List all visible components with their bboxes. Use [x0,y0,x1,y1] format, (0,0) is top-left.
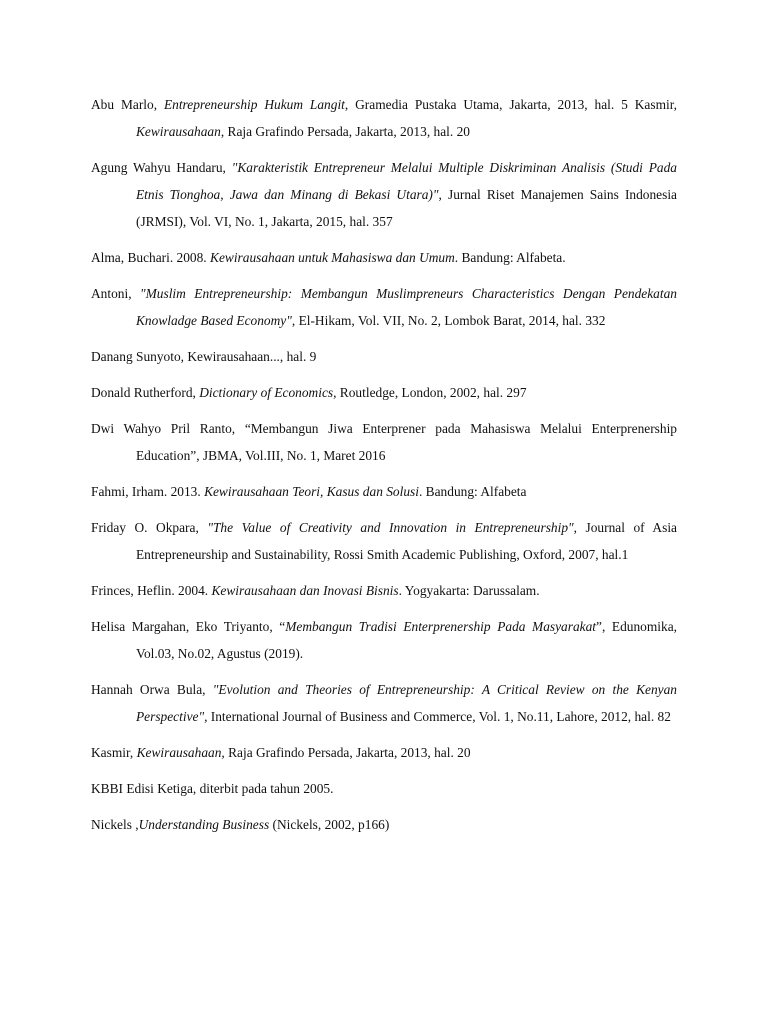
reference-list [91,91,677,847]
reference-title: Kewirausahaan Teori, Kasus dan Solusi [204,484,419,499]
reference-text: , El-Hikam, Vol. VII, No. 2, Lombok Barat, 2014, hal. 332 [291,313,606,328]
reference-entry [91,379,677,406]
reference-entry [91,415,677,469]
reference-text: (Nickels, 2002, p166) [269,817,390,832]
reference-title: Kewirausahaan [136,745,222,760]
reference-text: Frinces, Heflin. 2004. [91,583,212,598]
reference-title: Kewirausahaan [136,124,221,139]
reference-entry [91,280,677,334]
reference-text: , Gramedia Pustaka Utama, Jakarta, 2013, hal. 5 Kasmir, [344,97,677,112]
reference-text: Kasmir, [91,745,137,760]
reference-text: Donald Rutherford, [91,385,200,400]
reference-text: Nickels , [91,817,139,832]
reference-title: Kewirausahaan dan Inovasi Bisnis [211,583,399,598]
reference-text: , Raja Grafindo Persada, Jakarta, 2013, hal. 20 [221,745,471,760]
reference-text: Hannah Orwa Bula, [91,682,213,697]
reference-text: Dwi Wahyo Pril Ranto, “Membangun Jiwa Enterprener pada Mahasiswa Melalui Enterprenership Education”, JBMA, Vol.III, No. 1, Maret 2016 [91,421,677,463]
reference-title: "Evolution and Theories of Entrepreneurship: A Critical Review on the Kenyan Perspective" [136,682,677,724]
reference-text: , Raja Grafindo Persada, Jakarta, 2013, hal. 20 [220,124,470,139]
reference-text: Abu Marlo, [91,97,164,112]
reference-title: "Muslim Entrepreneurship: Membangun Muslimpreneurs Characteristics Dengan Pendekatan Knowladge Based Economy" [136,286,677,328]
reference-title: Kewirausahaan untuk Mahasiswa dan Umum [210,250,455,265]
reference-title: Understanding Business [138,817,270,832]
reference-text: Danang Sunyoto, Kewirausahaan..., hal. 9 [91,349,317,364]
reference-text: Agung Wahyu Handaru, [91,160,232,175]
reference-entry [91,811,677,838]
reference-text: Fahmi, Irham. 2013. [91,484,205,499]
reference-text: Antoni, [91,286,141,301]
reference-entry [91,613,677,667]
reference-text: KBBI Edisi Ketiga, diterbit pada tahun 2005. [91,781,334,796]
reference-text: . Bandung: Alfabeta. [454,250,566,265]
reference-text: . Yogyakarta: Darussalam. [398,583,540,598]
reference-entry [91,478,677,505]
reference-entry [91,91,677,145]
reference-text: , Jurnal Riset Manajemen Sains Indonesia (JRMSI), Vol. VI, No. 1, Jakarta, 2015, hal. 357 [136,187,677,229]
reference-title: "The Value of Creativity and Innovation in Entrepreneurship" [207,520,574,535]
reference-title: Membangun Tradisi Enterprenership Pada Masyarakat [285,619,597,634]
reference-title: "Karakteristik Entrepreneur Melalui Multiple Diskriminan Analisis (Studi Pada Etnis Tionghoa, Jawa dan Minang di Bekasi Utara)" [136,160,677,202]
reference-entry [91,154,677,235]
reference-text: . Bandung: Alfabeta [418,484,527,499]
reference-entry [91,577,677,604]
reference-entry [91,343,677,370]
reference-text: Friday O. Okpara, [91,520,208,535]
reference-text: , International Journal of Business and Commerce, Vol. 1, No.11, Lahore, 2012, hal. 82 [204,709,671,724]
reference-text: ”, Edunomika, Vol.03, No.02, Agustus (2019). [136,619,677,661]
reference-text: Alma, Buchari. 2008. [91,250,211,265]
reference-title: Entrepreneurship Hukum Langit [163,97,345,112]
reference-entry [91,775,677,802]
reference-entry [91,244,677,271]
reference-entry [91,739,677,766]
reference-text: Helisa Margahan, Eko Triyanto, “ [91,619,286,634]
reference-entry [91,514,677,568]
reference-text: , Routledge, London, 2002, hal. 297 [333,385,527,400]
reference-text: , Journal of Asia Entrepreneurship and Sustainability, Rossi Smith Academic Publishing, Oxford, 2007, hal.1 [136,520,677,562]
reference-entry [91,676,677,730]
reference-title: Dictionary of Economics [199,385,334,400]
